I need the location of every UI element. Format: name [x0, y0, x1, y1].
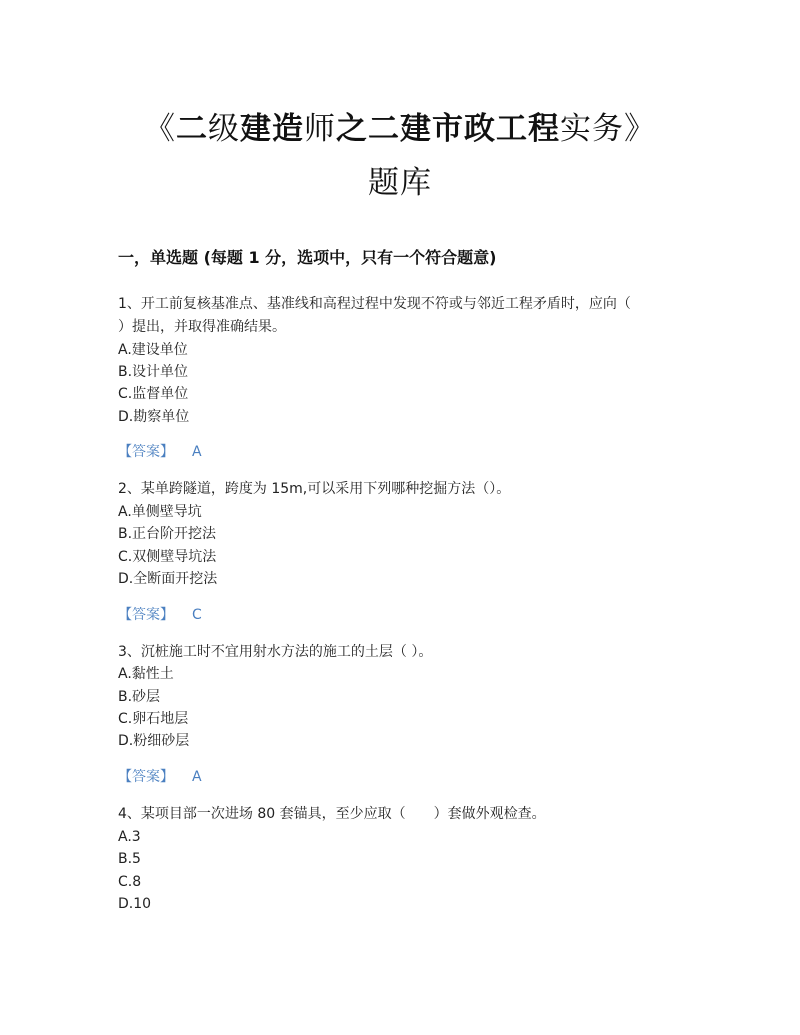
- question-2-option-b: B.正台阶开挖法: [118, 526, 217, 542]
- question-3-stem: 3、沉桩施工时不宜用射水方法的施工的土层（ ）。: [118, 644, 433, 660]
- title-part: 建造: [240, 111, 304, 147]
- answer-label: 【答案】: [118, 769, 174, 785]
- question-3-option-d: D.粉细砂层: [118, 733, 190, 749]
- question-1-stem-line2: ）提出，并取得准确结果。: [118, 319, 286, 335]
- question-1-option-d: D.勘察单位: [118, 409, 190, 425]
- answer-label: 【答案】: [118, 607, 174, 623]
- title-part: 实务》: [560, 111, 656, 147]
- question-4-option-d: D.10: [118, 896, 152, 912]
- answer-label: 【答案】: [118, 444, 174, 460]
- title-part: 《: [144, 111, 176, 147]
- title-part: 二: [176, 111, 208, 147]
- section-header: 一，单选题 (每题 1 分，选项中，只有一个符合题意): [118, 248, 497, 267]
- question-4-option-c: C.8: [118, 874, 142, 890]
- question-2-answer: [118, 604, 202, 626]
- question-1-option-b: B.设计单位: [118, 364, 189, 380]
- answer-value: A: [192, 769, 202, 785]
- question-3-option-c: C.卵石地层: [118, 711, 189, 727]
- question-3-option-b: B.砂层: [118, 689, 161, 705]
- question-2-option-c: C.双侧壁导坑法: [118, 549, 217, 565]
- question-1-answer: [118, 441, 202, 463]
- question-1-stem-line1: 1、开工前复核基准点、基准线和高程过程中发现不符或与邻近工程矛盾时，应向（: [118, 296, 631, 312]
- question-3-answer: [118, 766, 202, 788]
- question-4-stem: 4、某项目部一次进场 80 套锚具，至少应取（ ）套做外观检查。: [118, 806, 546, 822]
- question-1-option-c: C.监督单位: [118, 386, 189, 402]
- answer-value: C: [192, 607, 202, 623]
- question-4-option-b: B.5: [118, 851, 141, 867]
- title-line2-text: 题库: [368, 165, 432, 201]
- title-part: 师: [304, 111, 336, 147]
- question-3-option-a: A.黏性土: [118, 666, 174, 682]
- title-part: 级: [208, 111, 240, 147]
- question-2-stem: 2、某单跨隧道，跨度为 15m,可以采用下列哪种挖掘方法（）。: [118, 481, 511, 497]
- question-2-option-d: D.全断面开挖法: [118, 571, 218, 587]
- document-title-line2: [0, 160, 800, 206]
- question-2-option-a: A.单侧壁导坑: [118, 504, 202, 520]
- title-part: 之二建市政工程: [336, 111, 560, 147]
- question-4-option-a: A.3: [118, 829, 141, 845]
- question-1-option-a: A.建设单位: [118, 342, 188, 358]
- answer-value: A: [192, 444, 202, 460]
- document-title-line1: [0, 106, 800, 152]
